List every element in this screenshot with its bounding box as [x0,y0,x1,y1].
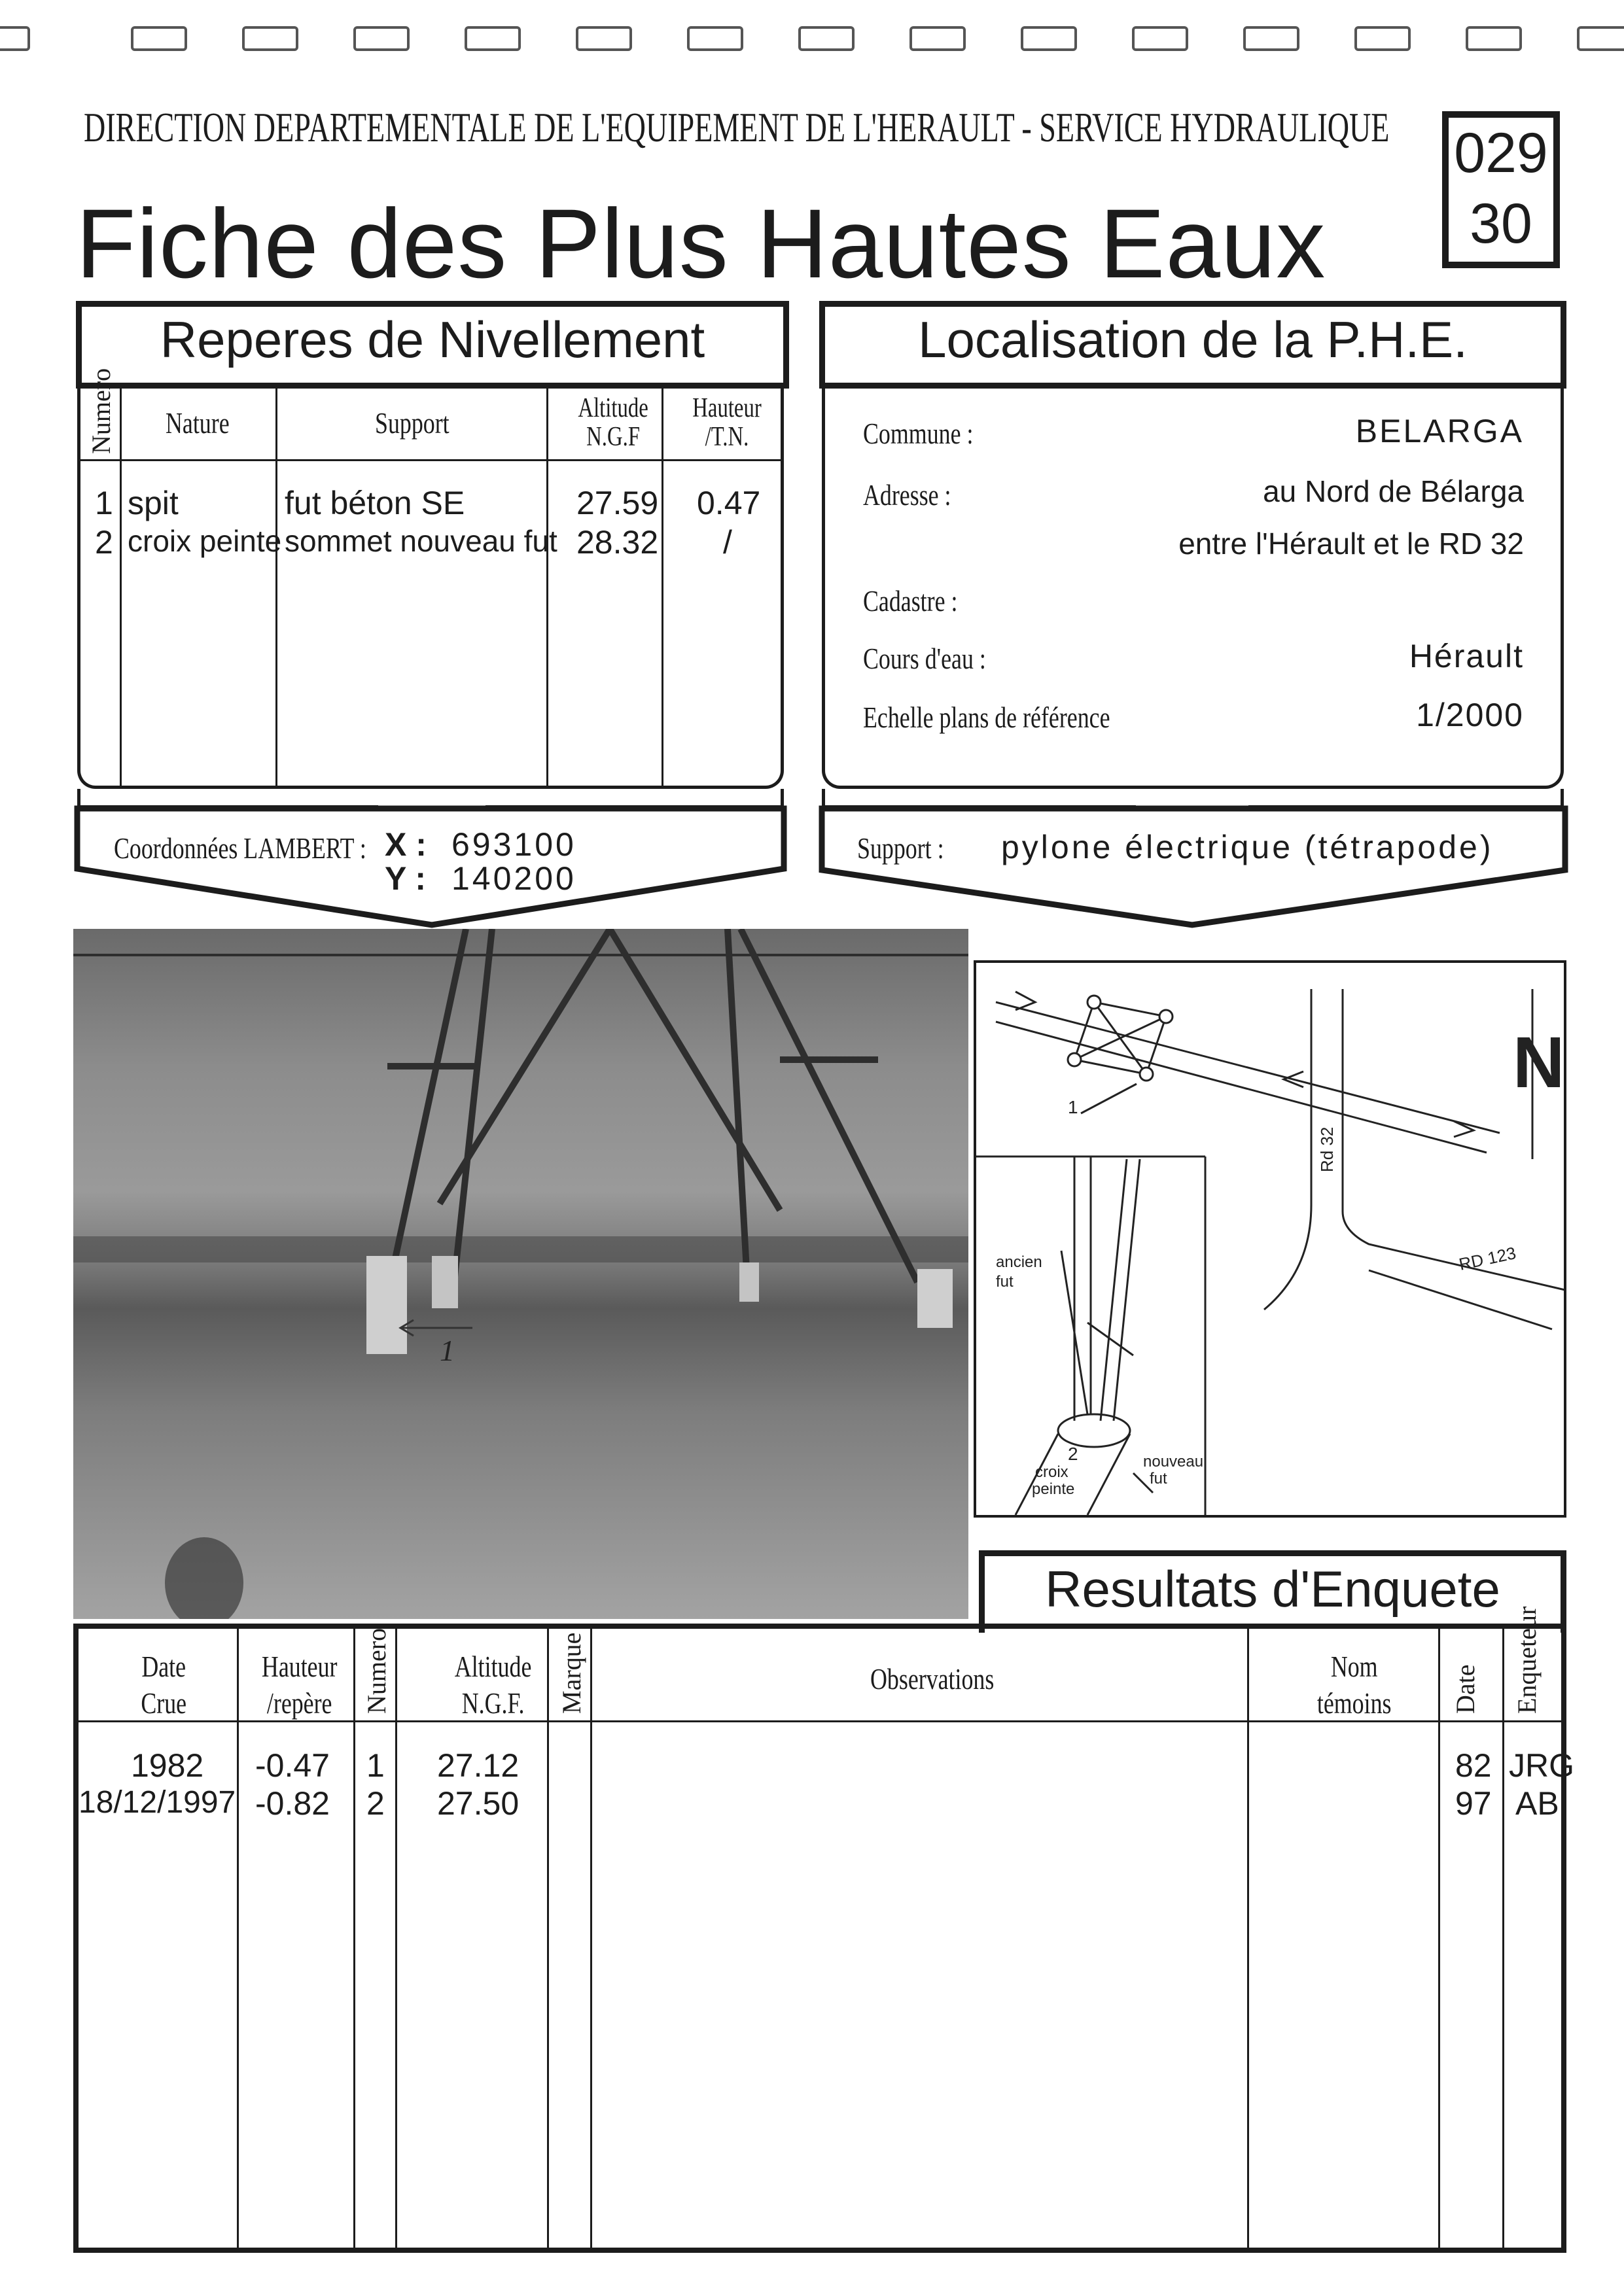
plan-drawing [976,963,1564,1515]
site-photograph [73,929,968,1619]
res-row1-date: 82 [1455,1747,1492,1784]
adresse-line1: au Nord de Bélarga [1263,474,1524,508]
res-row1-hauteur: -0.47 [255,1747,330,1784]
code-bottom: 30 [1470,192,1532,255]
rd32-label: Rd 32 [1317,1126,1337,1172]
col-support: Support [375,406,450,440]
support-value: pylone électrique (tétrapode) [1001,829,1494,865]
commune-label: Commune : [863,417,974,450]
north-label: N [1513,1022,1564,1103]
binder-holes [0,26,1624,65]
rep-row2-hauteur: / [723,524,732,561]
res-col-hauteur: Hauteur /repère [261,1650,338,1720]
res-col-nom-temoins: Nom témoins [1316,1650,1392,1720]
rep-row2-nature: croix peinte [128,524,282,558]
croix-label: croix [1035,1463,1068,1481]
photo-arrow-label: 1 [440,1334,455,1367]
plan-marker-1: 1 [1068,1097,1078,1117]
echelle-label: Echelle plans de référence [863,701,1110,734]
res-col-altitude: Altitude N.G.F. [454,1650,532,1720]
res-row1-altitude: 27.12 [437,1747,520,1784]
res-row1-enqueteur: JRG [1509,1747,1574,1784]
res-col-numero: Numero [362,1627,391,1714]
cours-value: Hérault [1409,638,1524,674]
resultats-table [73,1606,1574,2253]
resultats-title: Resultats d'Enquete [979,1550,1566,1633]
rep-row1-numero: 1 [95,485,113,521]
page-title: Fiche des Plus Hautes Eaux [76,188,1326,298]
rep-row2-altitude: 28.32 [576,524,659,561]
lambert-y-label: Y : [385,860,426,897]
res-row2-hauteur: -0.82 [255,1785,330,1822]
adresse-line2: entre l'Hérault et le RD 32 [1178,527,1524,561]
cadastre-label: Cadastre : [863,584,958,617]
res-row2-date: 97 [1455,1785,1492,1822]
reperes-table [77,368,784,789]
res-row1-date-crue: 1982 [131,1747,204,1784]
rep-row2-support: sommet nouveau fut [285,524,557,558]
res-col-enqueteur: Enqueteur [1512,1606,1542,1714]
code-top: 029 [1454,122,1548,184]
commune-value: BELARGA [1355,413,1524,449]
pointer-shapes [72,803,1577,934]
fiche-code-box [1442,111,1560,268]
rep-row1-altitude: 27.59 [576,485,659,521]
col-numero: Numero [86,368,116,454]
col-hauteur: Hauteur /T.N. [692,393,762,452]
res-col-date-crue: Date Crue [141,1650,187,1720]
support-label: Support : [857,831,944,865]
plan-marker-2: 2 [1068,1444,1078,1464]
direction-header: DIRECTION DEPARTEMENTALE DE L'EQUIPEMENT DE L'HERAULT - SERVICE HYDRAULIQUE [84,104,1390,150]
rep-row1-support: fut béton SE [285,485,465,521]
lambert-x-label: X : [385,826,427,863]
localisation-title: Localisation de la P.H.E. [819,301,1566,389]
fut-label-b: fut [1150,1470,1167,1487]
rep-row1-hauteur: 0.47 [697,485,761,521]
res-row2-date-crue: 18/12/1997 [79,1785,236,1820]
res-col-marque: Marque [557,1632,586,1714]
res-row2-enqueteur: AB [1515,1785,1559,1822]
lambert-y-value: 140200 [451,860,576,897]
res-row2-numero: 2 [366,1785,385,1822]
photo-scene [73,929,968,1619]
echelle-value: 1/2000 [1416,697,1524,733]
adresse-label: Adresse : [863,478,951,512]
lambert-label: Coordonnées LAMBERT : [114,831,366,865]
photo-arrow [400,1320,472,1336]
situation-plan [974,960,1566,1518]
res-row1-numero: 1 [366,1747,385,1784]
localisation-panel [822,389,1564,789]
res-col-date: Date [1451,1664,1480,1714]
ancien-label: ancien [996,1253,1042,1271]
nouveau-label: nouveau [1143,1453,1204,1470]
cours-label: Cours d'eau : [863,642,986,675]
res-col-observations: Observations [870,1662,995,1696]
lambert-x-value: 693100 [451,826,576,863]
col-altitude: Altitude N.G.F [578,393,648,452]
col-nature: Nature [166,406,230,440]
rep-row1-nature: spit [128,485,179,521]
rep-row2-numero: 2 [95,524,113,561]
res-row2-altitude: 27.50 [437,1785,520,1822]
peinte-label: peinte [1032,1480,1075,1498]
fut-label-a: fut [996,1273,1014,1291]
rd123-label: RD 123 [1457,1243,1518,1274]
reperes-title: Reperes de Nivellement [76,301,789,389]
